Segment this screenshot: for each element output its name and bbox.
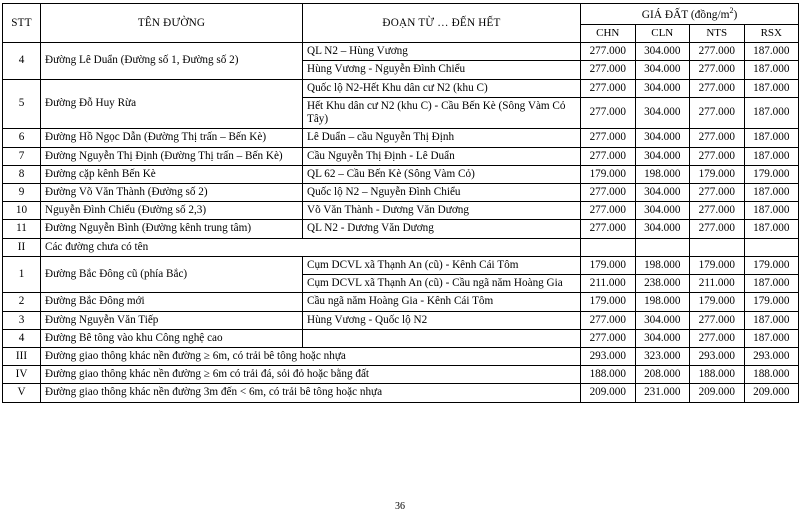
segment-cell: Quốc lộ N2-Hết Khu dân cư N2 (khu C) <box>303 79 581 97</box>
price-chn: 179.000 <box>581 165 636 183</box>
section-price-chn <box>581 238 636 256</box>
row-stt: 11 <box>3 220 41 238</box>
price-chn: 277.000 <box>581 311 636 329</box>
section-header-row <box>3 238 799 256</box>
price-nts: 277.000 <box>690 97 745 128</box>
price-cln: 198.000 <box>635 293 690 311</box>
row-stt: 10 <box>3 202 41 220</box>
row-road-name: Đường Bắc Đông mới <box>41 293 303 311</box>
table-header <box>3 4 799 43</box>
summary-price-cln: 208.000 <box>635 366 690 384</box>
price-nts: 277.000 <box>690 220 745 238</box>
price-chn: 277.000 <box>581 329 636 347</box>
column-header-rsx: RSX <box>744 25 799 43</box>
summary-title: Đường giao thông khác nền đường ≥ 6m, có trải bê tông hoặc nhựa <box>41 347 581 365</box>
segment-cell: Cầu Nguyễn Thị Định - Lê Duẩn <box>303 147 581 165</box>
column-header-road-name: TÊN ĐƯỜNG <box>41 4 303 43</box>
price-rsx: 187.000 <box>744 183 799 201</box>
section-price-cln <box>635 238 690 256</box>
page-footer: 36 <box>395 501 405 509</box>
summary-price-rsx: 293.000 <box>744 347 799 365</box>
price-rsx: 187.000 <box>744 61 799 79</box>
row-road-name: Đường Nguyễn Bình (Đường kênh trung tâm) <box>41 220 303 238</box>
price-cln: 304.000 <box>635 202 690 220</box>
price-chn: 277.000 <box>581 183 636 201</box>
price-nts: 277.000 <box>690 183 745 201</box>
price-chn: 277.000 <box>581 43 636 61</box>
segment-cell: QL 62 – Cầu Bến Kè (Sông Vàm Cỏ) <box>303 165 581 183</box>
column-header-segment: ĐOẠN TỪ … ĐẾN HẾT <box>303 4 581 43</box>
column-header-chn: CHN <box>581 25 636 43</box>
table-body <box>3 43 799 402</box>
price-group-label-end: ) <box>733 8 738 21</box>
summary-price-chn: 209.000 <box>581 384 636 402</box>
row-road-name: Đường Đỗ Huy Rừa <box>41 79 303 129</box>
row-road-name: Đường Nguyễn Thị Định (Đường Thị trấn – Bến Kè) <box>41 147 303 165</box>
column-header-nts: NTS <box>690 25 745 43</box>
segment-cell <box>303 329 581 347</box>
segment-cell: QL N2 – Hùng Vương <box>303 43 581 61</box>
summary-row <box>3 347 799 365</box>
summary-stt: V <box>3 384 41 402</box>
price-chn: 277.000 <box>581 97 636 128</box>
price-cln: 198.000 <box>635 256 690 274</box>
row-stt: 1 <box>3 256 41 292</box>
summary-price-cln: 323.000 <box>635 347 690 365</box>
segment-cell: Võ Văn Thành - Dương Văn Dương <box>303 202 581 220</box>
segment-cell: QL N2 - Dương Văn Dương <box>303 220 581 238</box>
price-nts: 211.000 <box>690 275 745 293</box>
segment-cell: Cụm DCVL xã Thạnh An (cũ) - Kênh Cái Tôm <box>303 256 581 274</box>
price-rsx: 179.000 <box>744 165 799 183</box>
table-row <box>3 129 799 147</box>
price-cln: 304.000 <box>635 43 690 61</box>
row-stt: 8 <box>3 165 41 183</box>
table-row <box>3 329 799 347</box>
row-road-name: Đường Hồ Ngọc Dẫn (Đường Thị trấn – Bến Kè) <box>41 129 303 147</box>
row-road-name: Đường cặp kênh Bến Kè <box>41 165 303 183</box>
price-nts: 277.000 <box>690 311 745 329</box>
column-header-cln: CLN <box>635 25 690 43</box>
summary-title: Đường giao thông khác nền đường ≥ 6m có trải đá, sỏi đỏ hoặc bằng đất <box>41 366 581 384</box>
price-cln: 238.000 <box>635 275 690 293</box>
price-nts: 277.000 <box>690 147 745 165</box>
summary-stt: IV <box>3 366 41 384</box>
table-row <box>3 43 799 61</box>
row-stt: 3 <box>3 311 41 329</box>
segment-cell: Quốc lộ N2 – Nguyễn Đình Chiểu <box>303 183 581 201</box>
table-row <box>3 79 799 97</box>
price-nts: 277.000 <box>690 129 745 147</box>
price-cln: 304.000 <box>635 183 690 201</box>
section-stt: II <box>3 238 41 256</box>
price-chn: 277.000 <box>581 202 636 220</box>
price-cln: 304.000 <box>635 79 690 97</box>
price-rsx: 187.000 <box>744 147 799 165</box>
price-chn: 179.000 <box>581 293 636 311</box>
price-chn: 277.000 <box>581 147 636 165</box>
segment-cell: Hết Khu dân cư N2 (khu C) - Cầu Bến Kè (Sông Vàm Cỏ Tây) <box>303 97 581 128</box>
segment-cell: Hùng Vương - Nguyễn Đình Chiểu <box>303 61 581 79</box>
price-rsx: 179.000 <box>744 293 799 311</box>
header-row-1 <box>3 4 799 25</box>
price-rsx: 187.000 <box>744 329 799 347</box>
price-chn: 277.000 <box>581 61 636 79</box>
price-nts: 179.000 <box>690 293 745 311</box>
column-header-stt: STT <box>3 4 41 43</box>
summary-stt: III <box>3 347 41 365</box>
segment-cell: Cụm DCVL xã Thạnh An (cũ) - Cầu ngã năm Hoàng Gia <box>303 275 581 293</box>
price-rsx: 187.000 <box>744 97 799 128</box>
row-road-name: Đường Bê tông vào khu Công nghệ cao <box>41 329 303 347</box>
row-road-name: Đường Bắc Đông cũ (phía Bắc) <box>41 256 303 292</box>
price-chn: 179.000 <box>581 256 636 274</box>
table-row <box>3 311 799 329</box>
summary-row <box>3 366 799 384</box>
price-nts: 179.000 <box>690 256 745 274</box>
section-price-rsx <box>744 238 799 256</box>
price-nts: 179.000 <box>690 165 745 183</box>
price-cln: 304.000 <box>635 61 690 79</box>
price-nts: 277.000 <box>690 79 745 97</box>
row-stt: 7 <box>3 147 41 165</box>
summary-title: Đường giao thông khác nền đường 3m đến < 6m, có trải bê tông hoặc nhựa <box>41 384 581 402</box>
price-rsx: 187.000 <box>744 275 799 293</box>
summary-price-chn: 293.000 <box>581 347 636 365</box>
price-cln: 304.000 <box>635 311 690 329</box>
table-row <box>3 165 799 183</box>
price-group-superscript: 2 <box>729 6 734 15</box>
segment-cell: Cầu ngã năm Hoàng Gia - Kênh Cái Tôm <box>303 293 581 311</box>
price-chn: 211.000 <box>581 275 636 293</box>
column-header-price-group <box>581 4 799 25</box>
price-rsx: 187.000 <box>744 311 799 329</box>
summary-row <box>3 384 799 402</box>
table-row <box>3 147 799 165</box>
table-row <box>3 202 799 220</box>
summary-price-nts: 293.000 <box>690 347 745 365</box>
price-cln: 304.000 <box>635 329 690 347</box>
price-rsx: 187.000 <box>744 202 799 220</box>
table-row <box>3 183 799 201</box>
price-chn: 277.000 <box>581 79 636 97</box>
price-group-label: GIÁ ĐẤT (đồng/m <box>641 8 730 21</box>
row-stt: 6 <box>3 129 41 147</box>
price-chn: 277.000 <box>581 129 636 147</box>
price-nts: 277.000 <box>690 43 745 61</box>
price-rsx: 179.000 <box>744 256 799 274</box>
summary-price-nts: 188.000 <box>690 366 745 384</box>
segment-cell: Hùng Vương - Quốc lộ N2 <box>303 311 581 329</box>
row-road-name: Đường Nguyễn Văn Tiếp <box>41 311 303 329</box>
price-cln: 304.000 <box>635 129 690 147</box>
price-nts: 277.000 <box>690 202 745 220</box>
segment-cell: Lê Duẩn – cầu Nguyễn Thị Định <box>303 129 581 147</box>
row-road-name: Đường Lê Duẩn (Đường số 1, Đường số 2) <box>41 43 303 79</box>
row-stt: 9 <box>3 183 41 201</box>
table-row <box>3 293 799 311</box>
row-stt: 4 <box>3 329 41 347</box>
price-rsx: 187.000 <box>744 129 799 147</box>
table-row <box>3 220 799 238</box>
summary-price-nts: 209.000 <box>690 384 745 402</box>
price-rsx: 187.000 <box>744 79 799 97</box>
price-cln: 304.000 <box>635 147 690 165</box>
price-chn: 277.000 <box>581 220 636 238</box>
price-cln: 304.000 <box>635 97 690 128</box>
price-cln: 304.000 <box>635 220 690 238</box>
row-stt: 5 <box>3 79 41 129</box>
summary-price-rsx: 188.000 <box>744 366 799 384</box>
price-cln: 198.000 <box>635 165 690 183</box>
land-price-table <box>2 3 799 403</box>
row-stt: 2 <box>3 293 41 311</box>
price-rsx: 187.000 <box>744 220 799 238</box>
table-row <box>3 256 799 274</box>
row-stt: 4 <box>3 43 41 79</box>
section-price-nts <box>690 238 745 256</box>
summary-price-rsx: 209.000 <box>744 384 799 402</box>
price-rsx: 187.000 <box>744 43 799 61</box>
price-nts: 277.000 <box>690 329 745 347</box>
row-road-name: Nguyễn Đình Chiểu (Đường số 2,3) <box>41 202 303 220</box>
summary-price-cln: 231.000 <box>635 384 690 402</box>
summary-price-chn: 188.000 <box>581 366 636 384</box>
row-road-name: Đường Võ Văn Thành (Đường số 2) <box>41 183 303 201</box>
price-nts: 277.000 <box>690 61 745 79</box>
section-title: Các đường chưa có tên <box>41 238 581 256</box>
